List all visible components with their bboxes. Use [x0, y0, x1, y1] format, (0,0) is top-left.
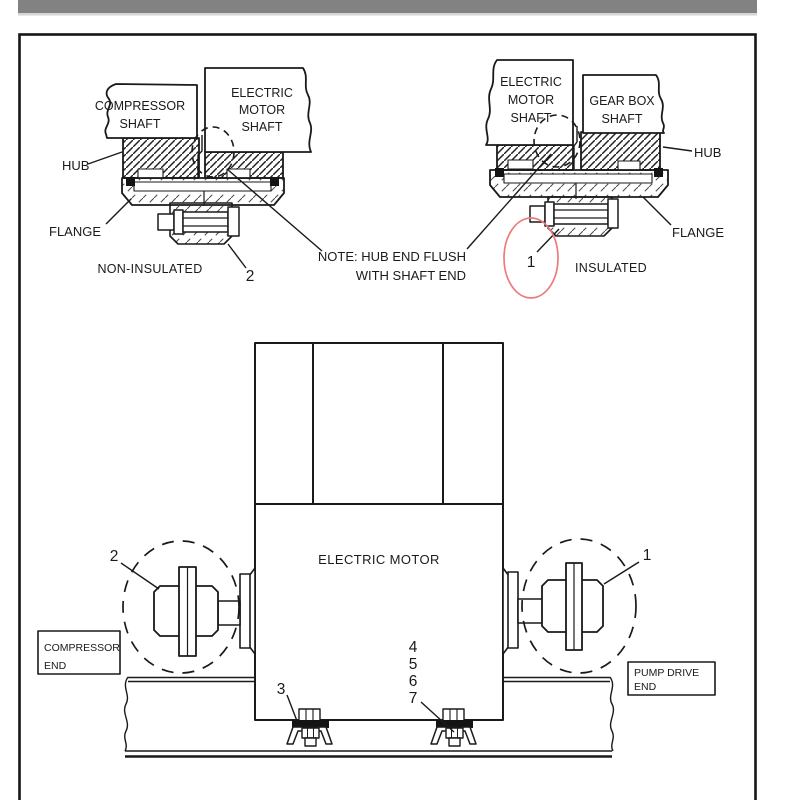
non-insulated-caption: NON-INSULATED [97, 262, 203, 276]
motor-elevation-view [38, 343, 715, 757]
shaft-parting-line [574, 126, 577, 169]
hub-label: HUB [62, 158, 90, 173]
hub-label: HUB [694, 145, 722, 160]
note-line-1: NOTE: HUB END FLUSH [317, 249, 466, 264]
item-number-6: 6 [408, 673, 418, 690]
flange-label: FLANGE [672, 225, 725, 240]
compressor-shaft-label: COMPRESSOR [94, 99, 186, 113]
insulated-coupling-section [467, 60, 724, 298]
item-number-1: 1 [642, 547, 652, 564]
flange-leader [643, 197, 671, 225]
break-line-right [610, 677, 613, 751]
note-annotation [318, 249, 466, 283]
svg-text:END: END [44, 660, 67, 672]
svg-text:SHAFT: SHAFT [119, 117, 161, 131]
note-line-2: WITH SHAFT END [355, 268, 466, 283]
item-number-7: 7 [408, 690, 418, 707]
svg-text:MOTOR: MOTOR [507, 93, 555, 107]
insulated-caption: INSULATED [575, 261, 647, 275]
item-number-1: 1 [526, 254, 536, 271]
item-1-leader [604, 562, 639, 584]
non-insulated-coupling-section [49, 68, 322, 285]
svg-text:MOTOR: MOTOR [238, 103, 286, 117]
electric-motor-shaft-label: ELECTRIC [231, 86, 293, 100]
compressor-end-label: COMPRESSOR [44, 642, 120, 654]
pump-drive-end-label: PUMP DRIVE [634, 667, 700, 679]
electric-motor-shaft-label: ELECTRIC [500, 75, 562, 89]
shaft-left [218, 601, 240, 625]
motor-top-housing [255, 343, 503, 504]
coupling-bolt [530, 199, 618, 228]
seal-right [270, 177, 279, 186]
item-number-2: 2 [109, 548, 119, 565]
coupling-right-assembly [503, 563, 603, 654]
motor-body [255, 504, 503, 720]
item-number-2: 2 [245, 268, 255, 285]
break-line-left [125, 677, 128, 751]
svg-text:SHAFT: SHAFT [601, 112, 643, 126]
gear-box-shaft-label: GEAR BOX [589, 94, 655, 108]
flange-label: FLANGE [49, 224, 102, 239]
hub-leader [663, 147, 692, 151]
seal-left [126, 177, 135, 186]
svg-text:SHAFT: SHAFT [510, 111, 552, 125]
header-bar [18, 0, 757, 13]
item-number-4: 4 [408, 639, 418, 656]
flange-leader [106, 199, 131, 224]
item-2-leader [228, 244, 246, 268]
seal-left [495, 168, 504, 177]
header-bar-edge [18, 13, 757, 16]
seal-right [654, 168, 663, 177]
electric-motor-label: ELECTRIC MOTOR [318, 552, 440, 567]
hub-leader [88, 152, 122, 164]
item-number-5: 5 [408, 656, 418, 673]
item-number-3: 3 [276, 681, 286, 698]
svg-text:END: END [634, 681, 657, 693]
svg-text:SHAFT: SHAFT [241, 120, 283, 134]
coupling-left-assembly [154, 567, 255, 656]
